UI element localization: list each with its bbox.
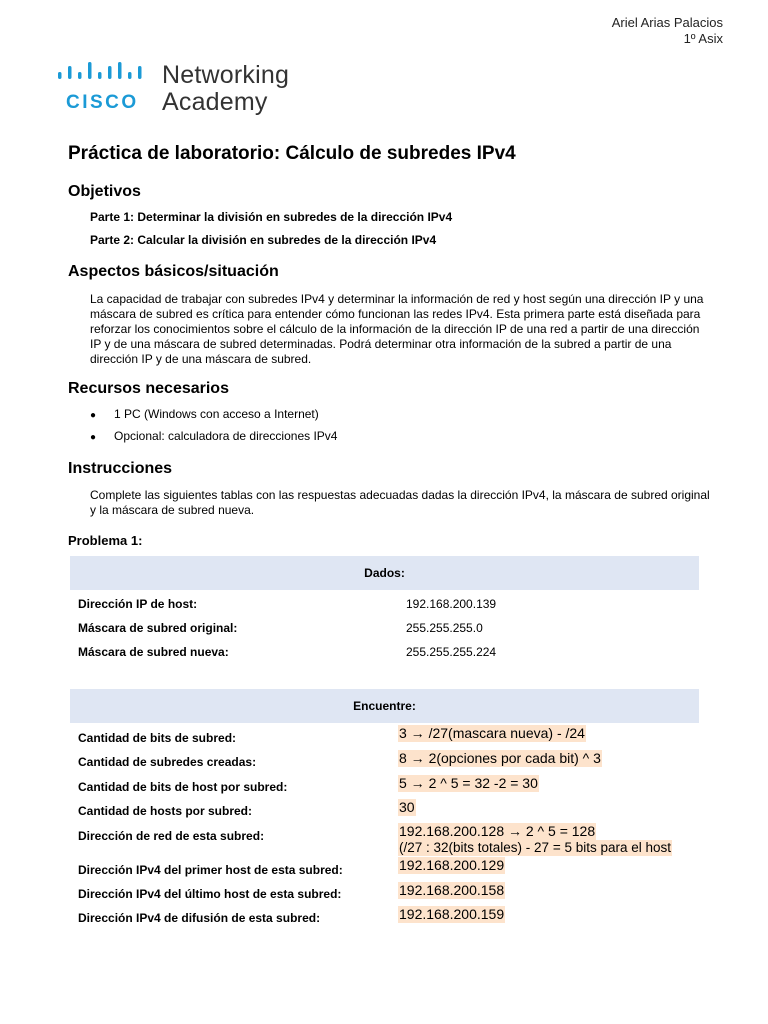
find-label-subnet-bits: Cantidad de bits de subred: [78, 731, 237, 745]
find-label-subnets-created: Cantidad de subredes creadas: [78, 755, 257, 769]
page-title: Práctica de laboratorio: Cálculo de subredes IPv4 [68, 143, 516, 164]
find-answer-subnets-created: 8 → 2(opciones por cada bit) ^ 3 [399, 750, 601, 766]
given-label-original-mask: Máscara de subred original: [78, 621, 238, 635]
resources-heading: Recursos necesarios [68, 380, 229, 397]
logo-cisco-text: CISCO [66, 92, 139, 113]
given-value-new-mask: 255.255.255.224 [406, 645, 497, 659]
logo-academy-text: Academy [162, 88, 268, 116]
resource-item-1-text: 1 PC (Windows con acceso a Internet) [114, 407, 319, 421]
find-answer-last-host: 192.168.200.158 [399, 882, 505, 898]
resource-item-1 [90, 407, 319, 421]
given-value-original-mask: 255.255.255.0 [406, 621, 483, 635]
background-paragraph: La capacidad de trabajar con subredes IPv4 y determinar la información de red y host según una dirección IP y una máscara de subred es crítica para entender cómo funcionan las redes IPv4. Esta primera parte está diseñada para reforzar los conocimientos sobre el cálculo de la información de la dirección IP de una red a partir de una dirección IP y de una máscara de subred determinadas. Podrá determinar otra información de la subred a partir de una dirección IP y de una máscara de subred. [90, 292, 704, 366]
find-answer-network-address-note: (/27 : 32(bits totales) - 27 = 5 bits para el host [399, 840, 672, 855]
find-label-hosts-per-subnet: Cantidad de hosts por subred: [78, 804, 253, 818]
find-answer-network-address: 192.168.200.128 → 2 ^ 5 = 128 [399, 823, 596, 839]
objectives-heading: Objetivos [68, 183, 141, 200]
logo-networking-text: Networking [162, 61, 290, 89]
find-label-broadcast: Dirección IPv4 de difusión de esta subred: [78, 911, 321, 925]
find-answer-first-host: 192.168.200.129 [399, 857, 505, 873]
given-label-host-ip: Dirección IP de host: [78, 597, 198, 611]
find-answer-broadcast: 192.168.200.159 [399, 906, 505, 922]
author-block [612, 15, 723, 47]
find-label-first-host: Dirección IPv4 del primer host de esta subred: [78, 863, 343, 877]
find-label-host-bits: Cantidad de bits de host por subred: [78, 780, 288, 794]
find-answer-hosts-per-subnet: 30 [399, 799, 415, 815]
given-value-host-ip: 192.168.200.139 [406, 597, 497, 611]
bullet-icon: ● [90, 432, 97, 443]
author-name: Ariel Arias Palacios [611, 15, 723, 30]
author-course: 1º Asix [683, 31, 723, 46]
instructions-heading: Instrucciones [68, 460, 173, 477]
resource-item-2 [90, 429, 337, 443]
find-answer-subnet-bits: 3 → /27(mascara nueva) - /24 [399, 725, 585, 741]
bullet-icon: ● [90, 410, 97, 421]
given-label-new-mask: Máscara de subred nueva: [78, 645, 229, 659]
objective-item-2: Parte 2: Calcular la división en subredes de la dirección IPv4 [90, 233, 437, 247]
find-label-network-address: Dirección de red de esta subred: [78, 829, 265, 843]
background-heading: Aspectos básicos/situación [68, 263, 279, 280]
find-label-last-host: Dirección IPv4 del último host de esta subred: [78, 887, 342, 901]
find-table-header: Encuentre: [70, 689, 699, 723]
given-table-header: Dados: [70, 556, 699, 590]
instructions-paragraph: Complete las siguientes tablas con las respuestas adecuadas dadas la dirección IPv4, la máscara de subred original y la máscara de subred nueva. [90, 488, 710, 517]
problem-1-label: Problema 1: [68, 533, 143, 548]
objective-item-1: Parte 1: Determinar la división en subredes de la dirección IPv4 [90, 210, 453, 224]
find-answer-host-bits: 5 → 2 ^ 5 = 32 -2 = 30 [399, 775, 538, 791]
cisco-bridge-icon [56, 60, 152, 86]
cisco-networking-academy-logo [56, 60, 316, 120]
resource-item-2-text: Opcional: calculadora de direcciones IPv4 [114, 429, 338, 443]
